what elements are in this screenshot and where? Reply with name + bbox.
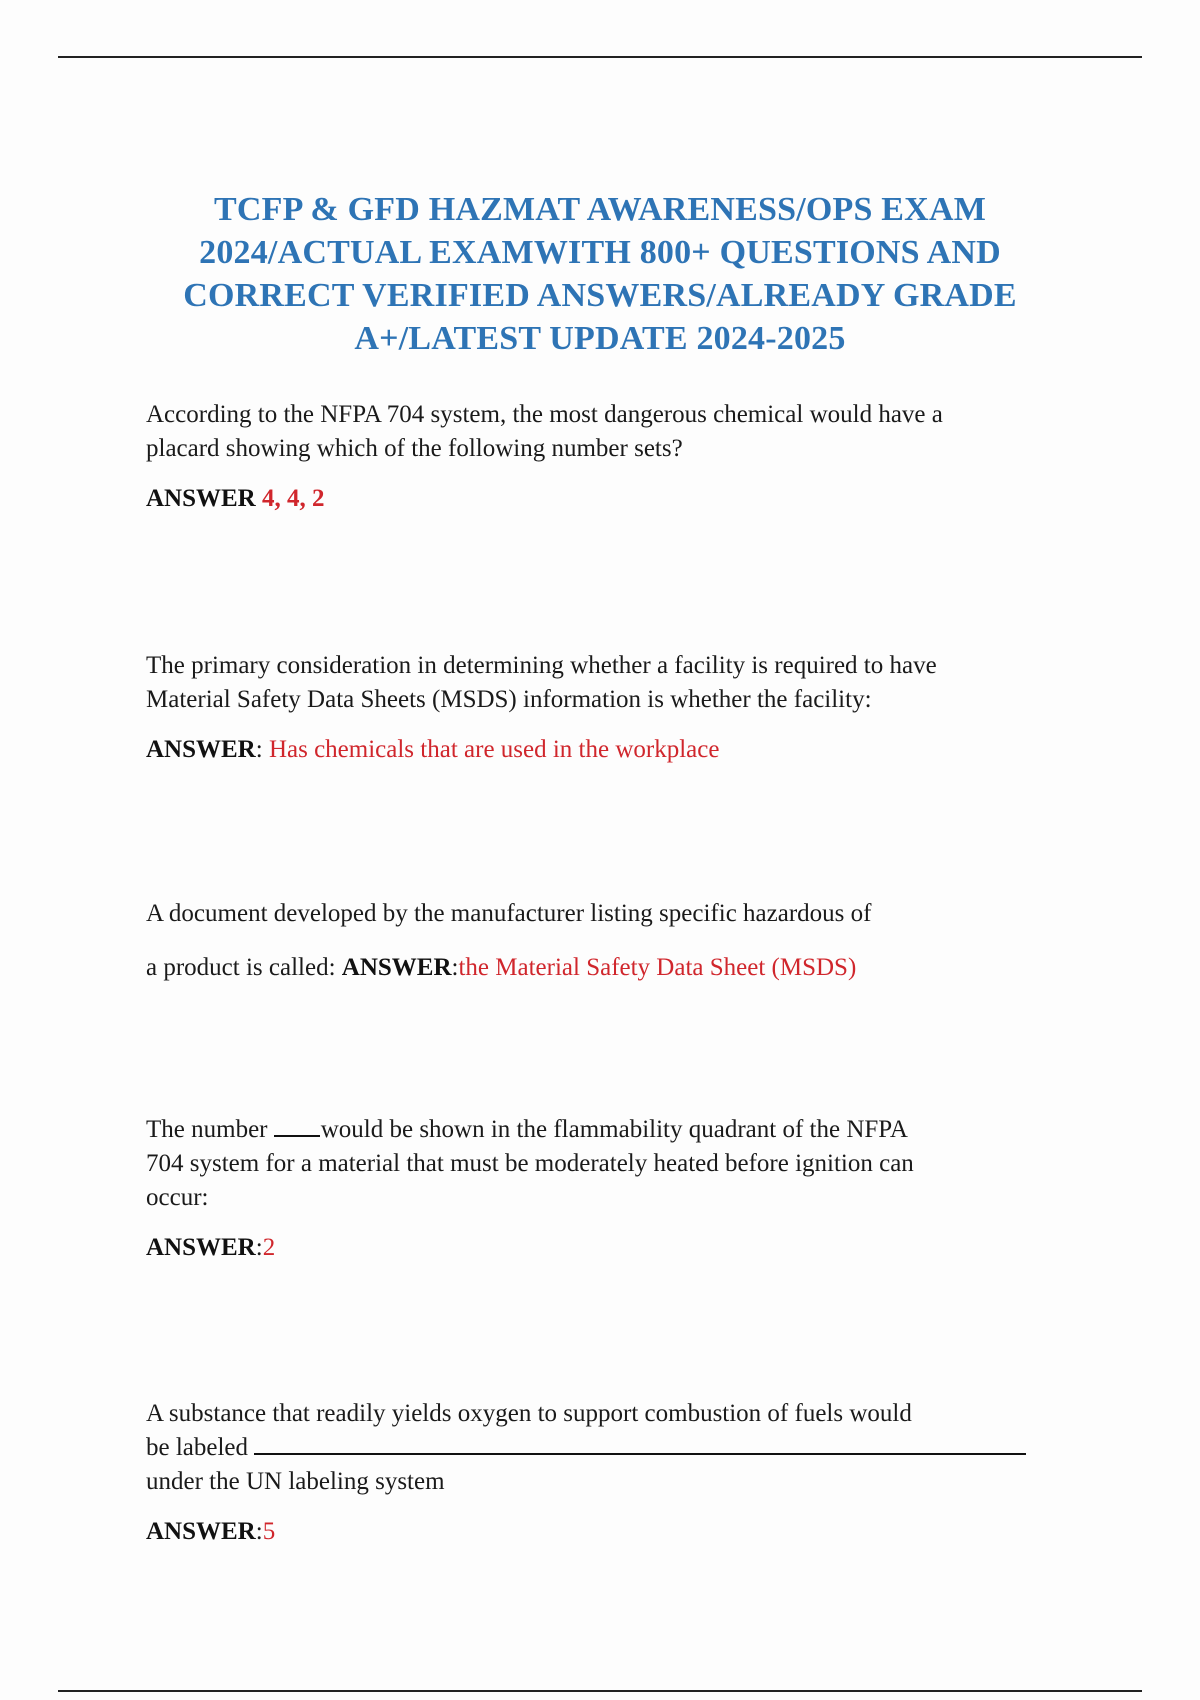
answer-label: ANSWER: [146, 1518, 256, 1545]
answer-label: ANSWER: [146, 485, 256, 512]
title-line: 2024/ACTUAL EXAMWITH 800+ QUESTIONS AND: [199, 234, 1001, 271]
question-2: [146, 649, 1066, 767]
fill-in-blank: [254, 1431, 1026, 1455]
question-1: [146, 398, 1066, 516]
answer-separator: :: [255, 1518, 263, 1545]
question-3: [146, 897, 1066, 985]
answer-value: the Material Safety Data Sheet (MSDS): [458, 954, 857, 981]
answer-value: 5: [262, 1518, 276, 1545]
title-line: CORRECT VERIFIED ANSWERS/ALREADY GRADE: [183, 277, 1017, 314]
fill-in-blank: [274, 1113, 320, 1137]
question-text: occur:: [146, 1184, 209, 1211]
answer-line: [146, 951, 1066, 985]
answer-line: [146, 1231, 1066, 1265]
document-title: [150, 188, 1050, 360]
question-text: [146, 1113, 1066, 1147]
answer-value: 4, 4, 2: [262, 485, 325, 512]
answer-value: 2: [262, 1234, 276, 1261]
question-text-part: The number: [146, 1116, 274, 1143]
question-text: A substance that readily yields oxygen to support combustion of fuels would: [146, 1400, 912, 1427]
question-text: Material Safety Data Sheets (MSDS) information is whether the facility:: [146, 686, 872, 713]
answer-separator: :: [255, 736, 269, 763]
question-text: The primary consideration in determining whether a facility is required to have: [146, 652, 937, 679]
answer-separator: :: [255, 1234, 263, 1261]
answer-value: Has chemicals that are used in the workplace: [268, 736, 720, 763]
question-text-part: would be shown in the flammability quadrant of the NFPA: [320, 1116, 908, 1143]
answer-line: [146, 1515, 1066, 1549]
answer-line: [146, 482, 1066, 516]
question-text: [146, 1431, 1066, 1465]
answer-label: ANSWER: [341, 954, 452, 981]
title-line: TCFP & GFD HAZMAT AWARENESS/OPS EXAM: [214, 191, 986, 228]
answer-label: ANSWER: [146, 1234, 256, 1261]
title-line: A+/LATEST UPDATE 2024-2025: [354, 320, 846, 357]
answer-label: ANSWER: [146, 736, 256, 763]
question-text: placard showing which of the following number sets?: [146, 435, 683, 462]
bottom-rule: [58, 1690, 1142, 1692]
question-text: According to the NFPA 704 system, the most dangerous chemical would have a: [146, 401, 943, 428]
answer-separator: :: [451, 954, 459, 981]
question-5: [146, 1397, 1066, 1549]
answer-line: [146, 733, 1066, 767]
question-text: under the UN labeling system: [146, 1468, 445, 1495]
question-text: a product is called:: [146, 954, 342, 981]
question-text-part: be labeled: [146, 1434, 249, 1461]
question-text: A document developed by the manufacturer listing specific hazardous of: [146, 900, 872, 927]
question-text: 704 system for a material that must be moderately heated before ignition can: [146, 1150, 914, 1177]
question-4: [146, 1113, 1066, 1265]
top-rule: [58, 56, 1142, 58]
